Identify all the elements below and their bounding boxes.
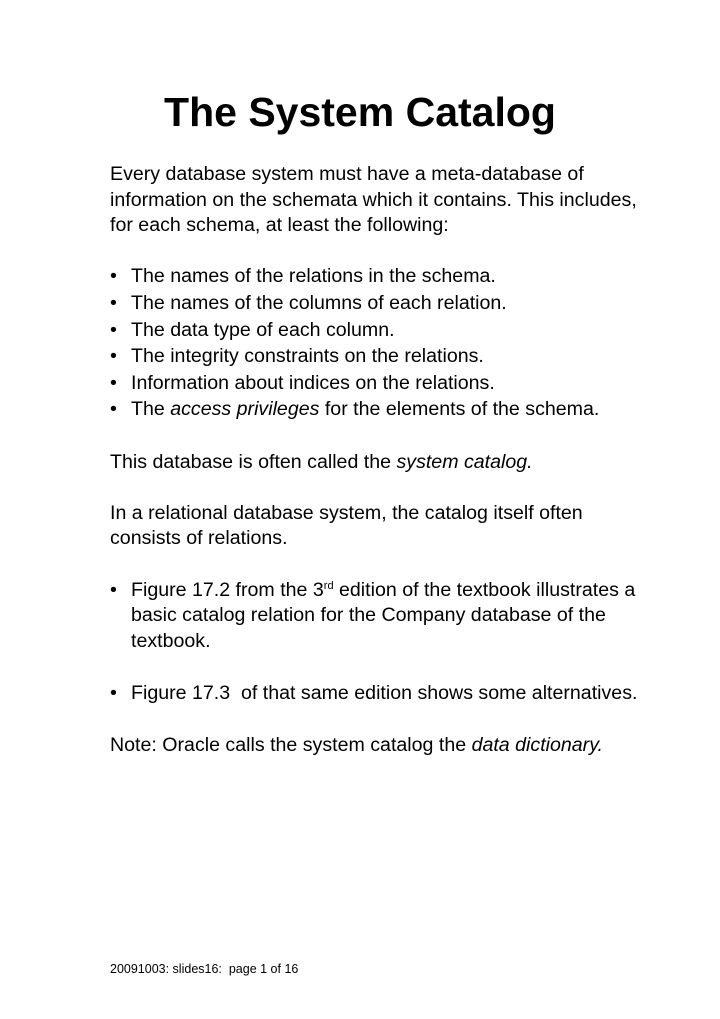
list-item-text: The names of the relations in the schema. [131,265,496,288]
list-item [110,681,650,707]
catalog-text: This database is often called the [110,450,397,473]
note-paragraph [110,733,650,759]
page-title: The System Catalog [164,89,556,135]
list-item-text: Figure 17.3 of that same edition shows some alternatives. [131,681,638,704]
bullet-icon: • [110,578,117,601]
list-item-text: The data type of each column. [131,318,395,341]
spacer [110,239,650,265]
list-item [110,318,650,344]
list-item [110,291,650,317]
figure-list [110,578,650,655]
spacer [110,707,650,733]
figure-list-second [110,681,650,707]
list-item [110,397,650,423]
page-footer: 20091003: slides16: page 1 of 16 [110,962,299,976]
list-item-text-pre: Figure 17.2 from the 3 [131,578,324,601]
spacer [110,475,650,501]
spacer [110,552,650,578]
list-item-text: Information about indices on the relations. [131,371,495,394]
list-item [110,344,650,370]
catalog-paragraph [110,450,650,476]
list-item [110,371,650,397]
relational-paragraph: In a relational database system, the catalog itself often consists of relations. [110,501,583,550]
bullet-icon: • [110,345,117,368]
emphasis-data-dictionary: data dictionary. [471,734,603,757]
bullet-icon: • [110,681,117,704]
list-item-text: The names of the columns of each relation. [131,291,507,314]
document-body [110,162,650,759]
bullet-icon: • [110,371,117,394]
list-item-text-post: for the elements of the schema. [319,398,600,421]
list-item-text-post: edition of the textbook illustrates a basic catalog relation for the Company database of the textbook. [131,578,636,652]
spacer [110,424,650,450]
note-text: Note: Oracle calls the system catalog the [110,734,472,757]
bullet-icon: • [110,318,117,341]
bullet-icon: • [110,398,117,421]
list-item [110,264,650,290]
list-item-text: The integrity constraints on the relations. [131,345,484,368]
spacer [110,655,650,681]
intro-paragraph: Every database system must have a meta-database of information on the schemata which it contains. This includes, for each schema, at least the following: [110,163,637,237]
ordinal-superscript: rd [323,579,334,592]
schema-info-list [110,264,650,423]
list-item-text-pre: The [131,398,171,421]
list-item [110,578,650,655]
bullet-icon: • [110,291,117,314]
emphasis-access-privileges: access privileges [170,398,320,421]
emphasis-system-catalog: system catalog. [396,450,533,473]
bullet-icon: • [110,265,117,288]
